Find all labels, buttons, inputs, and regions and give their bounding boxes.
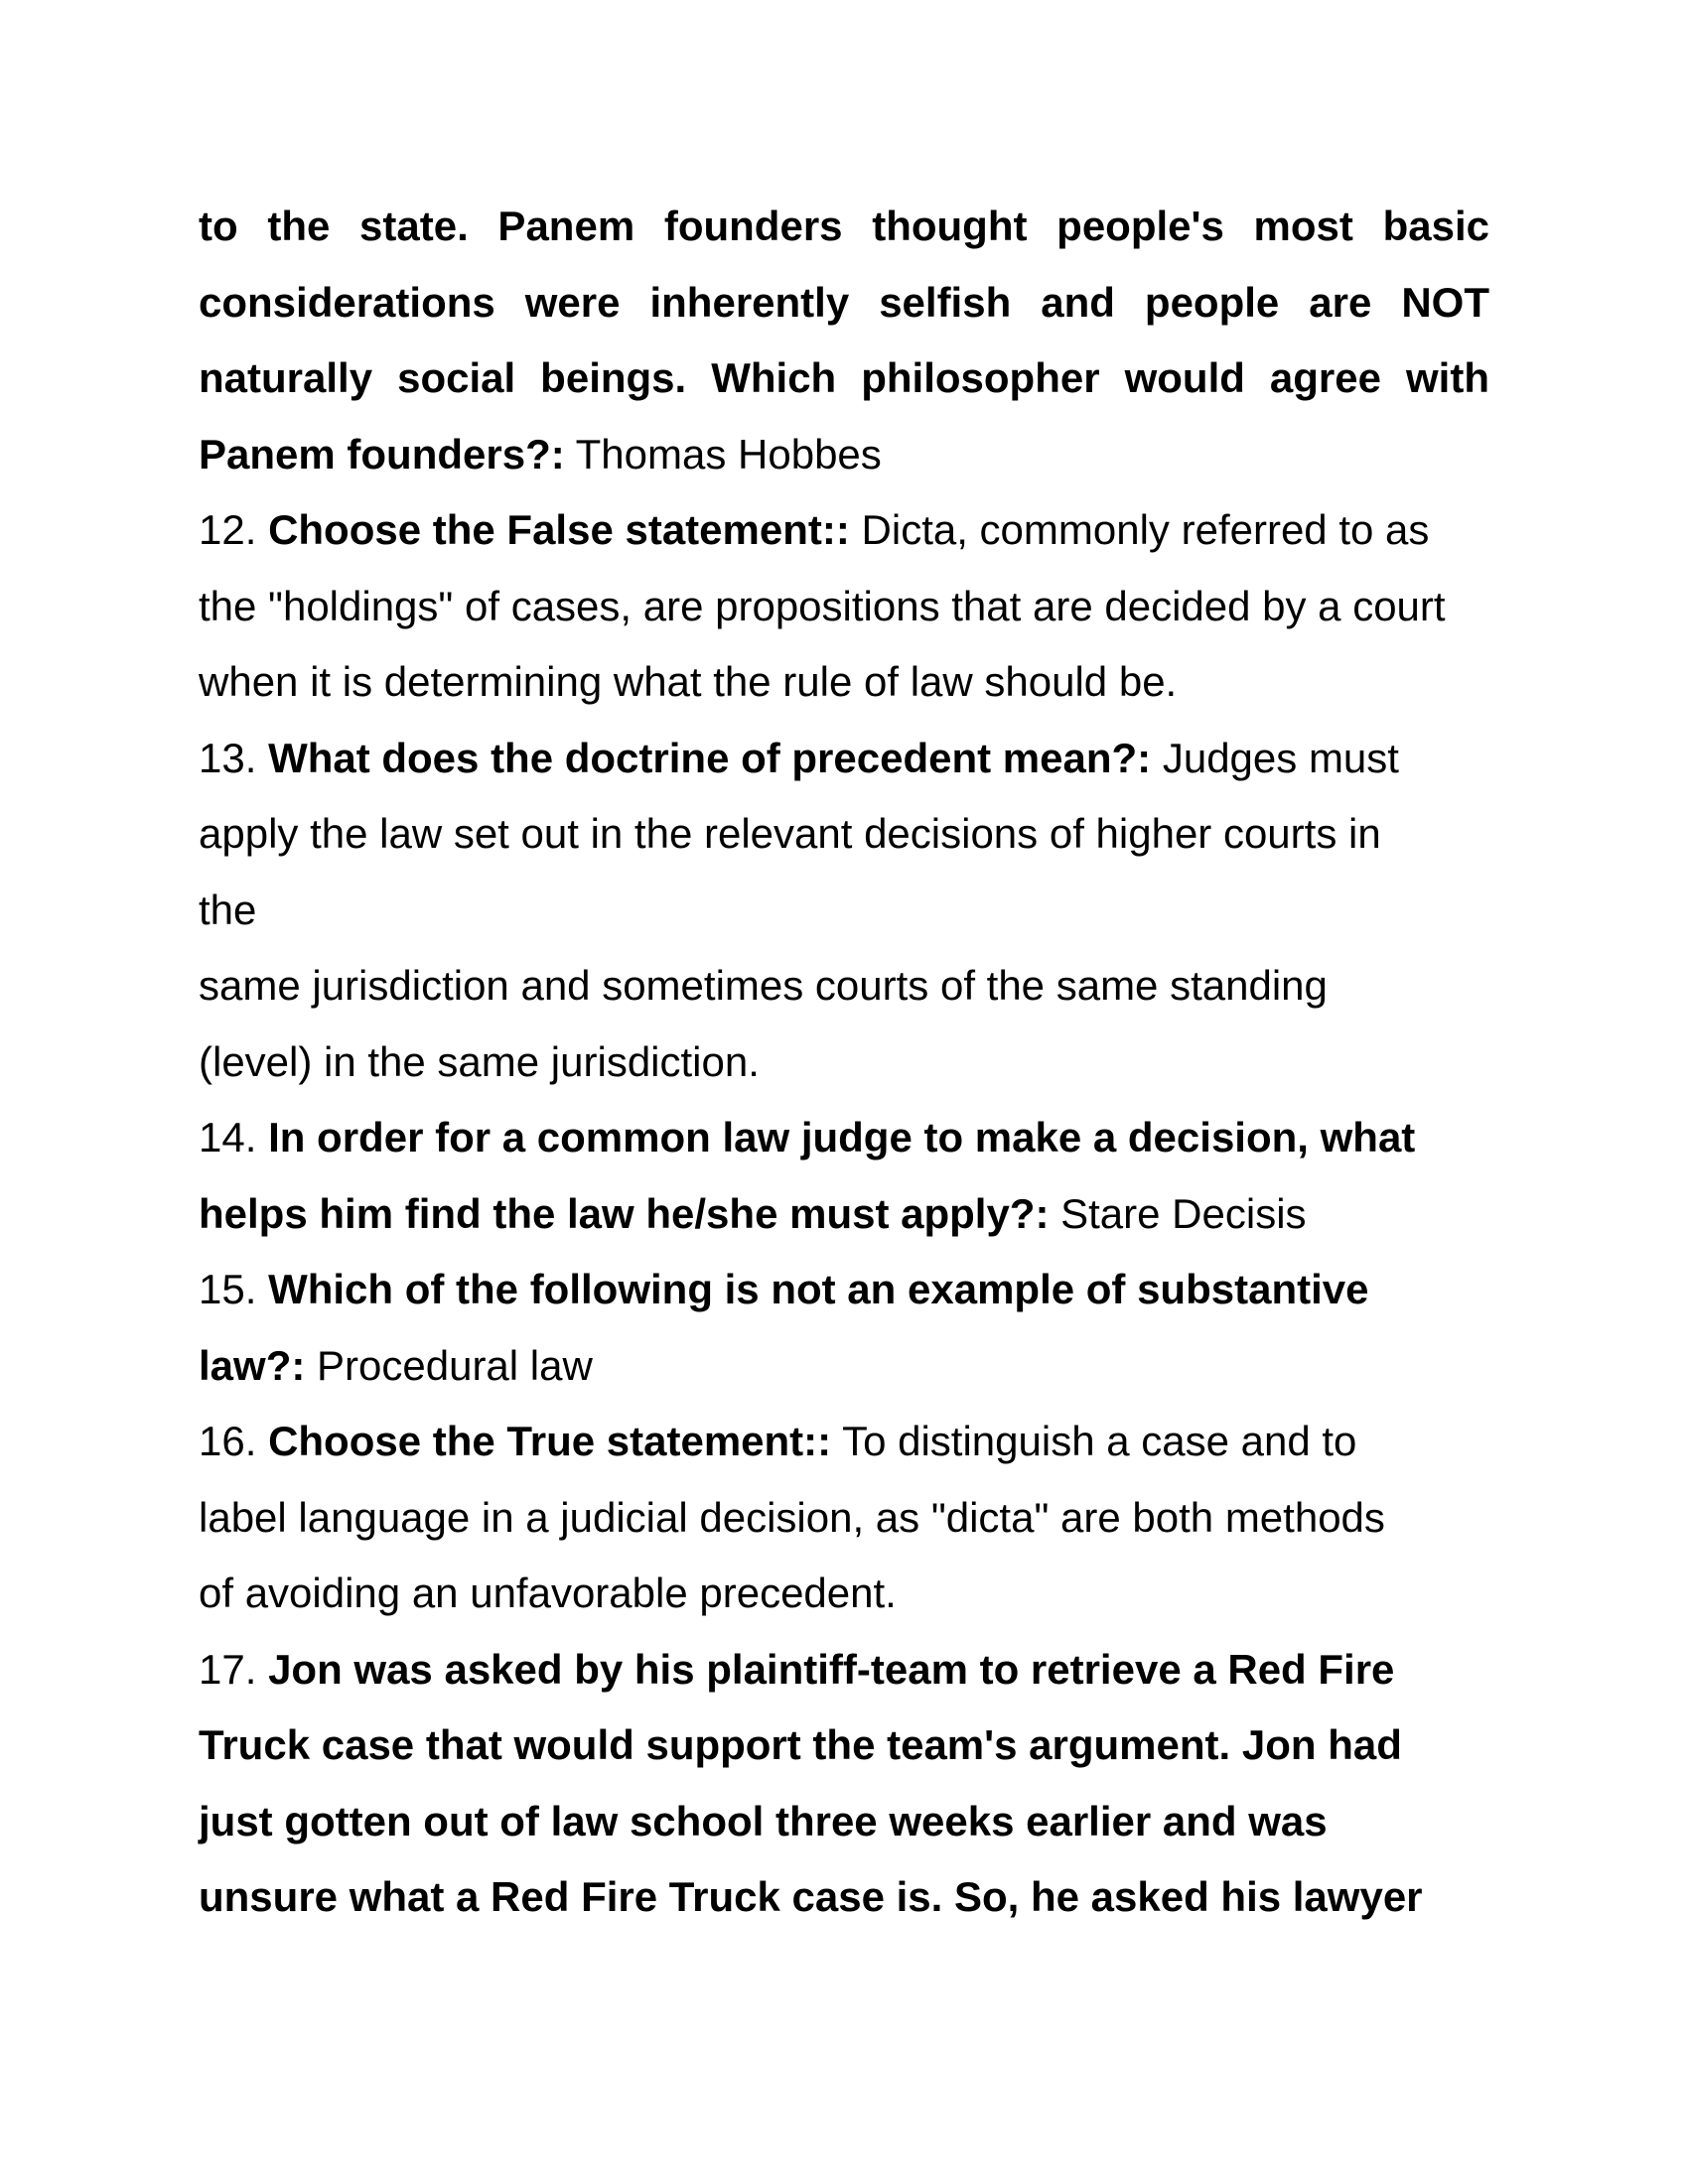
q16-answer-line-3: of avoiding an unfavorable precedent. bbox=[199, 1570, 897, 1616]
q15-question-end: law?: bbox=[199, 1341, 306, 1389]
q14-answer: Stare Decisis bbox=[1049, 1189, 1307, 1237]
q15-last-line bbox=[199, 1328, 1489, 1405]
q13-question: What does the doctrine of precedent mean?: bbox=[268, 734, 1152, 781]
q14-question-end: helps him find the law he/she must apply?: bbox=[199, 1189, 1050, 1237]
q16-number: 16. bbox=[199, 1418, 269, 1464]
q14-number: 14. bbox=[199, 1114, 269, 1160]
q13-first-line bbox=[199, 721, 1489, 797]
q17-question-start: Jon was asked by his plaintiff-team to retrieve a Red Fire bbox=[268, 1645, 1395, 1693]
q11-question-line-1: to the state. Panem founders thought people's most basic bbox=[199, 203, 1489, 249]
q14-first-line bbox=[199, 1100, 1489, 1176]
q13-number: 13. bbox=[199, 734, 269, 781]
q12-answer-start: Dicta, commonly referred to as bbox=[849, 506, 1430, 553]
q16-answer-line-2: label language in a judicial decision, as "dicta" are both methods bbox=[199, 1493, 1385, 1541]
q16-first-line bbox=[199, 1404, 1489, 1480]
q16-question: Choose the True statement:: bbox=[268, 1418, 832, 1464]
q17-question-line-2: Truck case that would support the team's argument. Jon had bbox=[199, 1721, 1402, 1768]
q15-number: 15. bbox=[199, 1266, 269, 1312]
q11-last-line bbox=[199, 417, 1489, 493]
q15-answer: Procedural law bbox=[305, 1341, 593, 1389]
q12-answer-line-3: when it is determining what the rule of law should be. bbox=[199, 658, 1178, 705]
q17-number: 17. bbox=[199, 1645, 269, 1693]
q17-first-line bbox=[199, 1632, 1489, 1708]
q11-question-line-3: naturally social beings. Which philosopher would agree with bbox=[199, 354, 1489, 401]
document-page bbox=[199, 189, 1489, 1936]
q12-number: 12. bbox=[199, 506, 269, 553]
q13-answer-start: Judges must bbox=[1151, 734, 1399, 781]
q15-question-start: Which of the following is not an example of substantive bbox=[268, 1266, 1369, 1312]
q11-answer: Thomas Hobbes bbox=[564, 430, 882, 478]
q17-question-line-3: just gotten out of law school three weeks earlier and was bbox=[199, 1797, 1328, 1844]
q15-first-line bbox=[199, 1252, 1489, 1328]
q14-last-line bbox=[199, 1176, 1489, 1253]
q12-first-line bbox=[199, 492, 1489, 569]
q11-question-line-2: considerations were inherently selfish and people are NOT bbox=[199, 278, 1489, 326]
q12-answer-line-2: the "holdings" of cases, are propositions that are decided by a court bbox=[199, 582, 1446, 629]
q13-answer-line-5: (level) in the same jurisdiction. bbox=[199, 1037, 760, 1085]
q13-answer-line-4: same jurisdiction and sometimes courts of the same standing bbox=[199, 962, 1328, 1009]
q13-answer-line-3: the bbox=[199, 886, 257, 933]
q17-question-line-4: unsure what a Red Fire Truck case is. So, he asked his lawyer bbox=[199, 1873, 1423, 1920]
q11-question-end: Panem founders?: bbox=[199, 430, 565, 478]
q16-answer-start: To distinguish a case and to bbox=[831, 1418, 1357, 1464]
q14-question-start: In order for a common law judge to make a decision, what bbox=[268, 1114, 1416, 1160]
q13-answer-line-2: apply the law set out in the relevant decisions of higher courts in bbox=[199, 810, 1381, 857]
q12-question: Choose the False statement:: bbox=[268, 506, 850, 553]
